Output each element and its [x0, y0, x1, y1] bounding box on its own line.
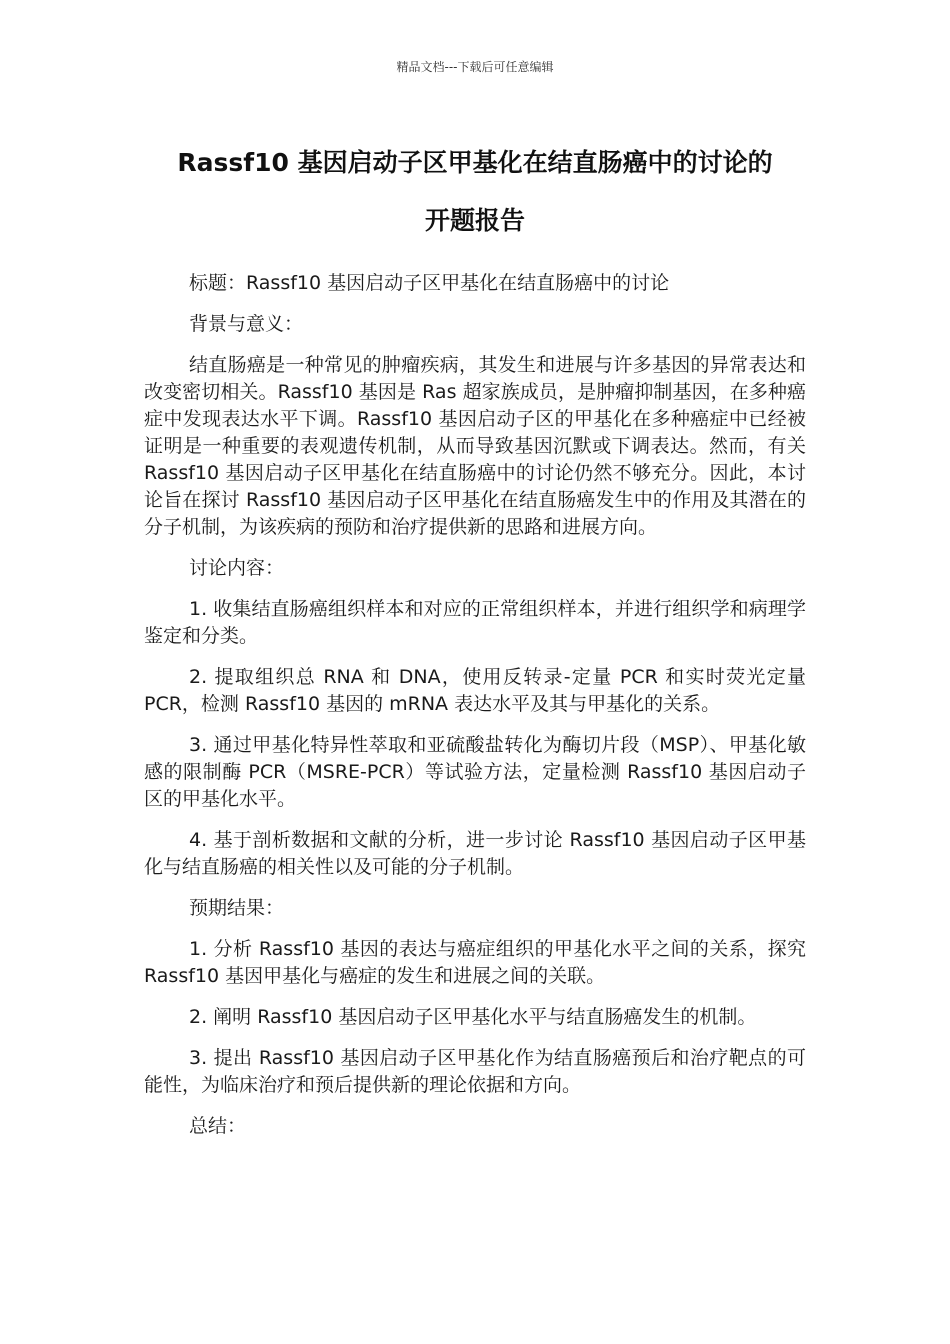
result-item-2: 2. 阐明 Rassf10 基因启动子区甲基化水平与结直肠癌发生的机制。 — [189, 1006, 757, 1028]
document-title — [120, 134, 830, 250]
title-line-2: 开题报告 — [424, 206, 525, 235]
section-heading-summary: 总结： — [189, 1115, 247, 1137]
title-line-1: Rassf10 基因启动子区甲基化在结直肠癌中的讨论的 — [177, 148, 773, 177]
paragraph-topic: 标题：Rassf10 基因启动子区甲基化在结直肠癌中的讨论 — [189, 272, 670, 294]
content-item-3: 3. 通过甲基化特异性萃取和亚硫酸盐转化为酶切片段（MSP）、甲基化敏感的限制酶 PCR（MSRE-PCR）等试验方法，定量检测 Rassf10 基因启动子区的甲基化水平。 — [144, 734, 806, 810]
content-item-2: 2. 提取组织总 RNA 和 DNA，使用反转录-定量 PCR 和实时荧光定量 PCR，检测 Rassf10 基因的 mRNA 表达水平及其与甲基化的关系。 — [144, 666, 806, 715]
section-heading-expected-results: 预期结果： — [189, 897, 285, 919]
content-item-4: 4. 基于剖析数据和文献的分析，进一步讨论 Rassf10 基因启动子区甲基化与结直肠癌的相关性以及可能的分子机制。 — [144, 829, 806, 878]
section-heading-content: 讨论内容： — [189, 557, 285, 579]
paragraph-background: 结直肠癌是一种常见的肿瘤疾病，其发生和进展与许多基因的异常表达和改变密切相关。Rassf10 基因是 Ras 超家族成员，是肿瘤抑制基因，在多种癌症中发现表达水平下调。Rassf10 基因启动子区的甲基化在多种癌症中已经被证明是一种重要的表观遗传机制，从而导致基因沉默或下调表达。然而，有关 Rassf10 基因启动子区甲基化在结直肠癌中的讨论仍然不够充分。因此，本讨论旨在探讨 Rassf10 基因启动子区甲基化在结直肠癌发生中的作用及其潜在的分子机制，为该疾病的预防和治疗提供新的思路和进展方向。 — [144, 354, 806, 538]
result-item-3: 3. 提出 Rassf10 基因启动子区甲基化作为结直肠癌预后和治疗靶点的可能性，为临床治疗和预后提供新的理论依据和方向。 — [144, 1047, 806, 1096]
document-body — [144, 270, 806, 1154]
result-item-1: 1. 分析 Rassf10 基因的表达与癌症组织的甲基化水平之间的关系，探究 Rassf10 基因甲基化与癌症的发生和进展之间的关联。 — [144, 938, 806, 987]
section-heading-background: 背景与意义： — [189, 313, 304, 335]
content-item-1: 1. 收集结直肠癌组织样本和对应的正常组织样本，并进行组织学和病理学鉴定和分类。 — [144, 598, 806, 647]
header-note: 精品文档---下载后可任意编辑 — [396, 60, 554, 74]
